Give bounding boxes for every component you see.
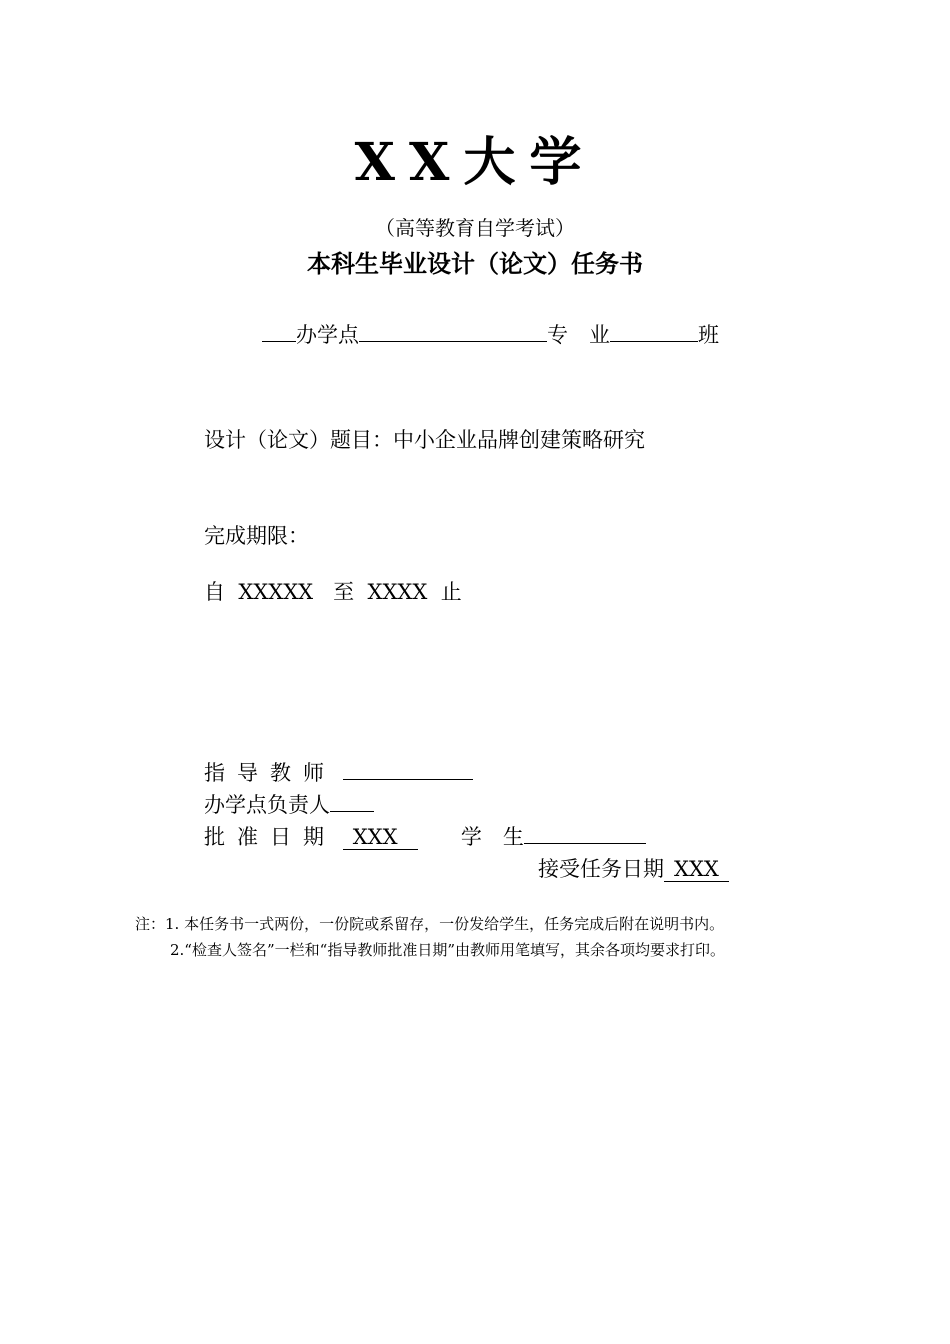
accept-date-label: 接受任务日期 [538, 857, 664, 881]
deadline-to-label: 至 [333, 580, 355, 604]
deadline-from-value: XXXXX [238, 580, 314, 604]
deadline-range [204, 577, 462, 607]
document-heading: 本科生毕业设计（论文）任务书 [307, 250, 643, 278]
note-line-1 [135, 913, 724, 935]
deadline-from-label: 自 [204, 580, 225, 604]
student-label: 学 生 [460, 825, 524, 849]
exam-type-subtitle: （高等教育自学考试） [375, 216, 575, 240]
advisor-line [204, 757, 473, 788]
class-info-line [262, 319, 719, 350]
major-label: 专 业 [547, 323, 610, 347]
university-title: XX大学 [354, 132, 596, 193]
note-prefix: 注： [135, 915, 166, 933]
class-label: 班 [698, 323, 719, 347]
approve-date-value: XXX [343, 825, 418, 850]
school-blank [262, 319, 296, 342]
advisor-blank [343, 757, 473, 780]
class-blank [610, 319, 698, 342]
major-blank [359, 319, 547, 342]
topic-line [204, 425, 645, 455]
advisor-label: 指导教师 [204, 761, 336, 785]
accept-date-value: XXX [664, 857, 729, 882]
student-blank [524, 821, 646, 844]
deadline-to-value: XXXX [367, 580, 428, 604]
school-head-blank [330, 789, 374, 812]
approve-date-label: 批准日期 [204, 825, 336, 849]
accept-date-line [538, 854, 729, 884]
deadline-end-label: 止 [440, 580, 462, 604]
note-text-2: 2.“检查人签名”一栏和“指导教师批准日期”由教师用笔填写，其余各项均要求打印。 [170, 941, 725, 959]
approve-date-line [204, 821, 646, 852]
school-head-line [204, 789, 374, 820]
topic-label: 设计（论文）题目： [204, 428, 393, 452]
school-head-label: 办学点负责人 [204, 793, 330, 817]
note-text-1: 1. 本任务书一式两份，一份院或系留存，一份发给学生，任务完成后附在说明书内。 [165, 915, 725, 933]
deadline-label: 完成期限： [204, 524, 309, 548]
topic-value: 中小企业品牌创建策略研究 [393, 428, 645, 452]
school-label: 办学点 [296, 323, 359, 347]
